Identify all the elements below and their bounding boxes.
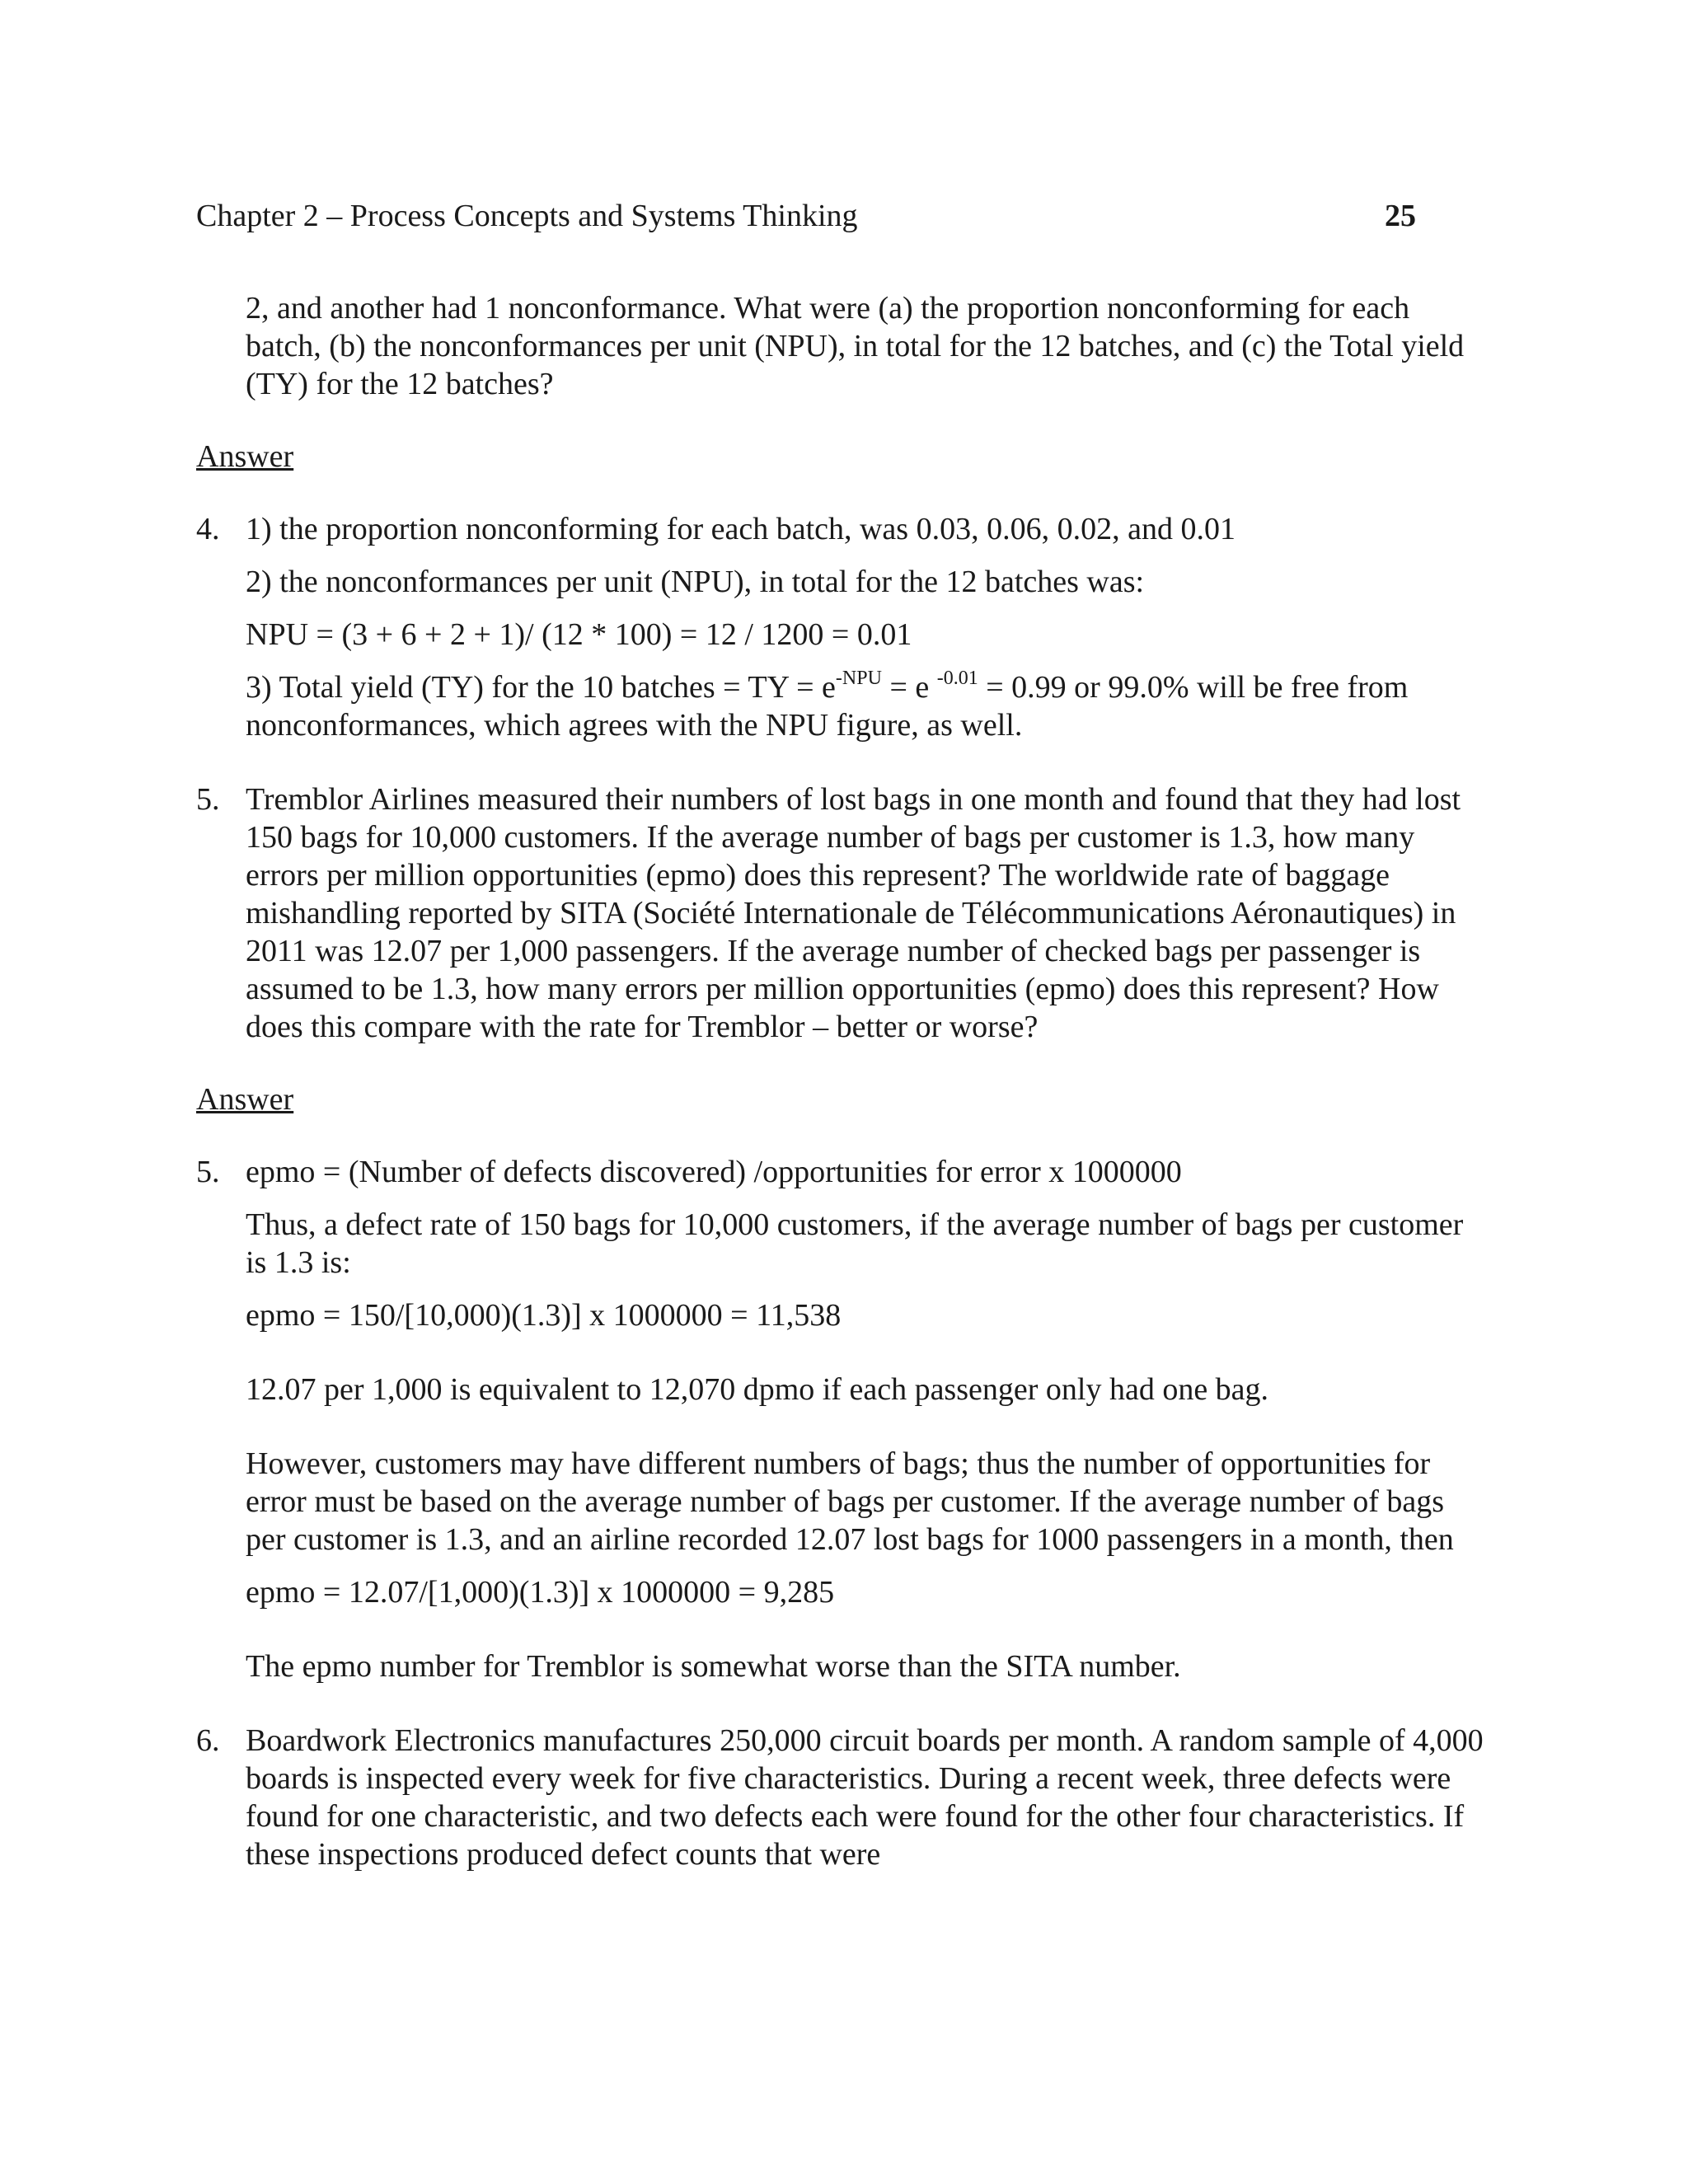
answer-heading: Answer [196,439,294,474]
item-number: 6. [196,1723,220,1758]
item-number: 5. [196,1155,220,1189]
page-body [196,289,1490,1873]
question-6 [196,1722,1490,1873]
answer-5-conclusion: The epmo number for Tremblor is somewhat worse than the SITA number. [246,1649,1181,1684]
ty-text-c: = 0.99 or 99.0% will be free from nonconformances, which agrees with the NPU figure, as well. [246,670,1409,743]
chapter-title: Chapter 2 – Process Concepts and Systems Thinking [196,199,858,233]
ty-text-b: = e [881,670,937,705]
answer-4-line-1: 1) the proportion nonconforming for each batch, was 0.03, 0.06, 0.02, and 0.01 [246,512,1236,546]
answer-5-line-4: 12.07 per 1,000 is equivalent to 12,070 dpmo if each passenger only had one bag. [246,1372,1269,1407]
ty-exponent-1: -NPU [835,668,882,689]
answer-5-equation-1: epmo = 150/[10,000)(1.3)] x 1000000 = 11,538 [246,1298,842,1333]
question-5 [196,780,1490,1046]
answer-5-line-2: Thus, a defect rate of 150 bags for 10,000 customers, if the average number of bags per customer is 1.3 is: [246,1207,1464,1280]
item-number: 4. [196,512,220,546]
answer-4-line-2: 2) the nonconformances per unit (NPU), in total for the 12 batches was: [246,565,1145,599]
question-4-continuation: 2, and another had 1 nonconformance. What were (a) the proportion nonconforming for each batch, (b) the nonconformances per unit (NPU), in total for the 12 batches, and (c) the Total yield (TY) for the 12 batches? [246,291,1465,401]
page-header [196,196,1416,236]
item-number: 5. [196,782,220,817]
answer-5-line-1: epmo = (Number of defects discovered) /opportunities for error x 1000000 [246,1155,1182,1189]
answer-5-line-5: However, customers may have different numbers of bags; thus the number of opportunities for error must be based on the average number of bags per customer. If the average number of bags per customer is 1.3, and an airline recorded 12.07 lost bags for 1000 passengers in a month, then [246,1446,1454,1557]
answer-4-npu-equation: NPU = (3 + 6 + 2 + 1)/ (12 * 100) = 12 / 1200 = 0.01 [246,617,912,652]
question-6-text: Boardwork Electronics manufactures 250,000 circuit boards per month. A random sample of 4,000 boards is inspected every week for five characteristics. During a recent week, three defects were found for one characteristic, and two defects each were found for the other four characteristics. If these inspections produced defect counts that were [246,1723,1484,1872]
question-5-text: Tremblor Airlines measured their numbers of lost bags in one month and found that they had lost 150 bags for 10,000 customers. If the average number of bags per customer is 1.3, how many errors per million opportunities (epmo) does this represent? The worldwide rate of baggage mishandling reported by SITA (Société Internationale de Télécommunications Aéronautiques) in 2011 was 12.07 per 1,000 passengers. If the average number of checked bags per passenger is assumed to be 1.3, how many errors per million opportunities (epmo) does this represent? How does this compare with the rate for Tremblor – better or worse? [246,782,1461,1044]
answer-5-equation-2: epmo = 12.07/[1,000)(1.3)] x 1000000 = 9,285 [246,1575,835,1610]
ty-exponent-2: -0.01 [936,668,978,689]
answer-4 [196,510,1490,744]
answer-heading: Answer [196,1082,294,1117]
ty-text-a: 3) Total yield (TY) for the 10 batches = TY = e [246,670,836,705]
page-number: 25 [1385,199,1416,233]
answer-5 [196,1153,1490,1685]
answer-4-total-yield [246,668,1490,744]
